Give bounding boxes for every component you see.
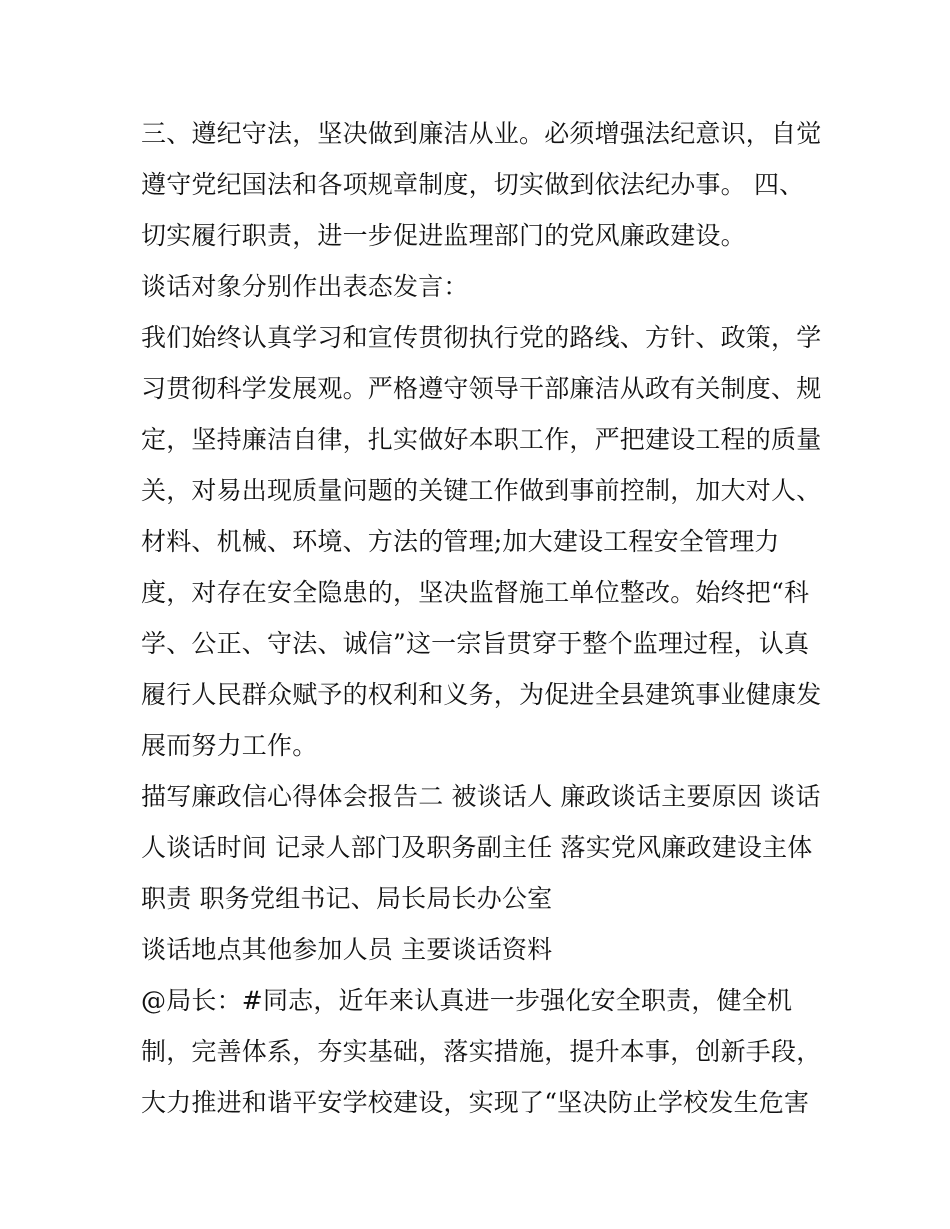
text-line: 谈话对象分别作出表态发言： xyxy=(141,272,469,301)
text-line: 定，坚持廉洁自律，扎实做好本职工作，严把建设工程的质量 xyxy=(141,425,822,454)
text-line: 习贯彻科学发展观。严格遵守领导干部廉洁从政有关制度、规 xyxy=(141,374,822,403)
text-line: @局长：#同志，近年来认真进一步强化安全职责，健全机 xyxy=(141,986,793,1015)
text-line: 大力推进和谐平安学校建设，实现了“坚决防止学校发生危害 xyxy=(141,1088,810,1117)
text-line: 履行人民群众赋予的权利和义务，为促进全县建筑事业健康发 xyxy=(141,680,822,709)
text-line: 度，对存在安全隐患的，坚决监督施工单位整改。始终把“科 xyxy=(141,578,810,607)
document-body xyxy=(141,108,821,1128)
text-line: 人谈话时间 记录人部门及职务副主任 落实党风廉政建设主体 xyxy=(141,833,813,862)
text-line: 遵守党纪国法和各项规章制度，切实做到依法纪办事。 四、 xyxy=(141,170,805,199)
text-line: 描写廉政信心得体会报告二 被谈话人 廉政谈话主要原因 谈话 xyxy=(141,782,821,811)
text-line: 展而努力工作。 xyxy=(141,731,318,760)
text-line: 材料、机械、环境、方法的管理;加大建设工程安全管理力 xyxy=(141,527,780,556)
text-line: 关，对易出现质量问题的关键工作做到事前控制，加大对人、 xyxy=(141,476,822,505)
text-line: 职责 职务党组书记、局长局长办公室 xyxy=(141,884,553,913)
text-line: 学、公正、守法、诚信”这一宗旨贯穿于整个监理过程，认真 xyxy=(141,629,810,658)
text-line: 切实履行职责，进一步促进监理部门的党风廉政建设。 xyxy=(141,221,746,250)
text-line: 制，完善体系，夯实基础，落实措施，提升本事，创新手段， xyxy=(141,1037,822,1066)
text-line: 谈话地点其他参加人员 主要谈话资料 xyxy=(141,935,553,964)
text-line: 我们始终认真学习和宣传贯彻执行党的路线、方针、政策，学 xyxy=(141,323,822,352)
text-line: 三、遵纪守法，坚决做到廉洁从业。必须增强法纪意识，自觉 xyxy=(141,119,822,148)
